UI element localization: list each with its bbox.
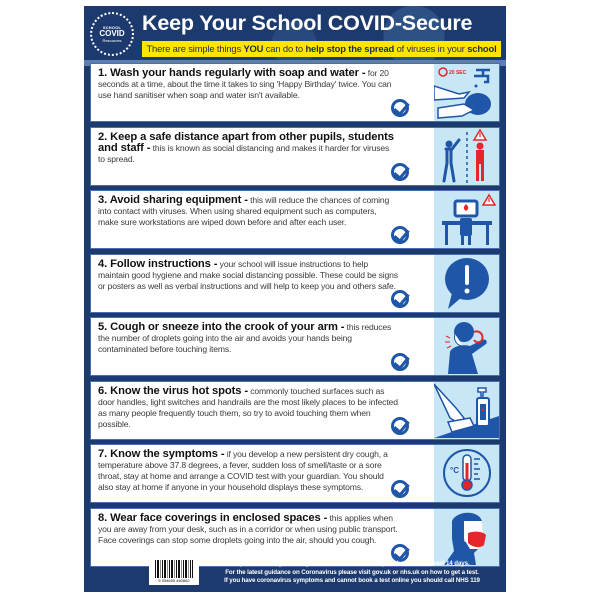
guidance-item-know-symptoms [90, 444, 500, 503]
guidance-item-avoid-sharing [90, 190, 500, 249]
guidance-body: for 20 seconds at a time, about the time it takes to sing 'Happy Birthday' twice. You can use hand sanitiser when soap and water isn't available. [98, 68, 392, 100]
poster-subtitle [142, 41, 501, 57]
social-distancing-icon [434, 128, 499, 185]
guidance-body: if you develop a new persistent dry cough, a temperature above 37.8 degrees, a fever, sudden loss of smell/taste or a sore throat, stay at home and arrange a COVID test with your guardian. You should also stay at home if anyone in your household displays these symptoms. [98, 449, 388, 492]
guidance-heading: 4. Follow instructions - [98, 257, 218, 270]
guidance-heading: 8. Wear face coverings in enclosed spaces - [98, 511, 328, 524]
subtitle-emphasis: YOU [243, 43, 264, 54]
guidance-text [98, 322, 398, 355]
check-icon [391, 290, 409, 308]
guidance-heading: 6. Know the virus hot spots - [98, 384, 249, 397]
guidance-text [98, 386, 398, 430]
guidance-body: this is known as social distancing and makes it harder for viruses to spread. [98, 142, 390, 164]
guidance-item-follow-instructions [90, 254, 500, 313]
poster-title: Keep Your School COVID-Secure [142, 11, 473, 35]
guidance-body: this will reduce the chances of coming into contact with viruses. When using shared equipment such as computers, make sure workstations are wiped down before and after each user. [98, 195, 390, 227]
poster-header [84, 6, 506, 60]
logo-line-3: Resources [102, 38, 122, 43]
guidance-body: this reduces the number of droplets going into the air and avoids your hands being contaminated before touching items. [98, 322, 392, 354]
guidance-body: commonly touched surfaces such as door handles, light switches and handrails are the most likely places to be infected as many people frequently touch them, so try to avoid touching them when possible. [98, 385, 398, 429]
logo-line-2: COVID [99, 29, 125, 38]
thermometer-icon [434, 445, 499, 502]
exclamation-speech-bubble-icon [434, 255, 499, 312]
guidance-item-cough-sneeze [90, 317, 500, 376]
check-icon [391, 226, 409, 244]
guidance-text [98, 68, 398, 101]
surface-cleaning-icon [434, 382, 499, 439]
guidance-heading: 1. Wash your hands regularly with soap and water - [98, 67, 366, 79]
subtitle-text: There are simple things [146, 43, 244, 54]
guidance-text [98, 195, 398, 228]
check-icon [391, 163, 409, 181]
barcode [149, 558, 199, 585]
guidance-text [98, 513, 398, 546]
guidance-heading: 7. Know the symptoms - [98, 448, 225, 460]
check-icon [391, 99, 409, 117]
guidance-body: your school will issue instructions to help maintain good hygiene and make social distancing possible. These could be signs or posters as well as verbal instructions and will help to keep you and others safe. [98, 258, 398, 291]
guidance-body: this applies when you are away from your desk, such as in a corridor or when using public transport. Face coverings can stop some droplets going into the air, should you cough. [98, 512, 398, 545]
check-icon [391, 417, 409, 435]
barcode-bars [155, 560, 193, 578]
guidance-list [90, 63, 500, 571]
school-covid-resources-logo [90, 12, 134, 56]
guidance-heading: 3. Avoid sharing equipment - [98, 194, 248, 206]
footer-line: For the latest guidance on Coronavirus please visit gov.uk or nhs.uk on how to get a test. [225, 568, 479, 576]
poster-footer [84, 552, 506, 592]
guidance-item-wash-hands [90, 63, 500, 122]
poster [84, 6, 506, 592]
subtitle-text: of viruses in your [394, 43, 468, 54]
check-icon [391, 480, 409, 498]
guidance-text [98, 259, 398, 292]
guidance-text [98, 132, 398, 165]
subtitle-emphasis: school [467, 43, 497, 54]
svg-text:°C: °C [450, 466, 459, 475]
footer-line: If you are feeling unwell, get a test and do not leave your home for at least 14 days. [234, 560, 470, 567]
logo-line-1: SCHOOL [102, 25, 122, 30]
guidance-heading: 5. Cough or sneeze into the crook of your arm - [98, 321, 345, 333]
subtitle-text: can do to [263, 43, 306, 54]
svg-text:20 SEC: 20 SEC [449, 70, 467, 76]
cough-into-elbow-icon [434, 318, 499, 375]
guidance-item-virus-hot-spots [90, 381, 500, 440]
guidance-item-social-distance [90, 127, 500, 186]
subtitle-emphasis: help stop the spread [305, 43, 395, 54]
guidance-heading: 2. Keep a safe distance apart from other pupils, students and staff - [98, 130, 394, 154]
shared-workstation-icon [434, 191, 499, 248]
footer-notice [202, 560, 502, 586]
check-icon [391, 353, 409, 371]
guidance-text [98, 449, 398, 493]
hand-washing-icon [434, 64, 499, 121]
footer-line: If you have coronavirus symptoms and cannot book a test online you should call NHS 119 [224, 577, 480, 584]
barcode-number: 5 054695 460862 [158, 578, 190, 583]
